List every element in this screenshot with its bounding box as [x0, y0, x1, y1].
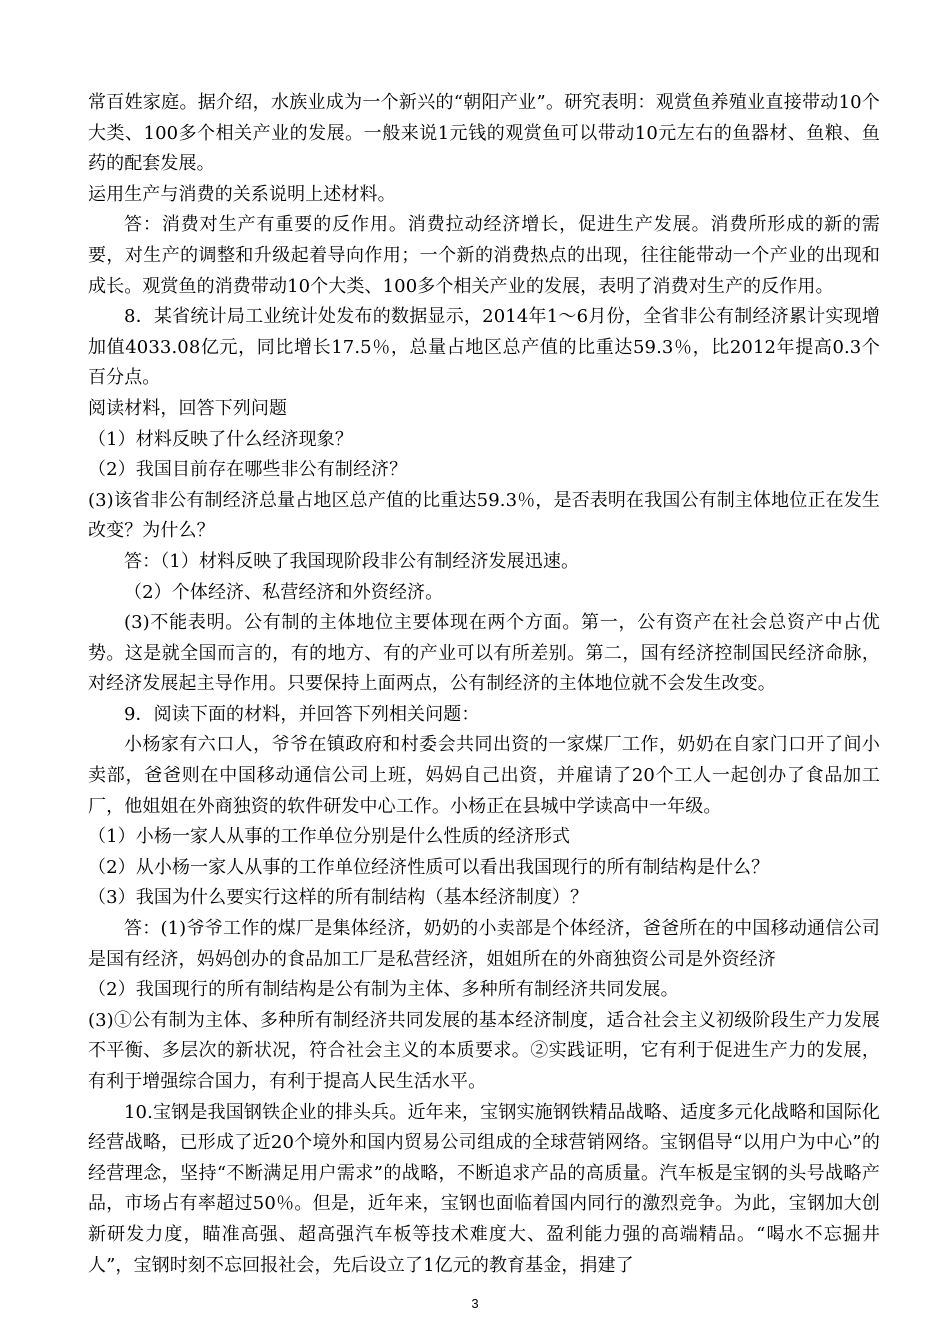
paragraph-16: 答：(1)爷爷工作的煤厂是集体经济，奶奶的小卖部是个体经济，爸爸所在的中国移动通信公司是国有经济，妈妈创办的食品加工厂是私营经济，姐姐所在的外商独资公司是外资经济 — [88, 918, 880, 970]
paragraph-3: 8．某省统计局工业统计处发布的数据显示，2014年1～6月份，全省非公有制经济累计实现增加值4033.08亿元，同比增长17.5％，总量占地区总产值的比重达59.3％，比2012年提高0.3个百分点。 — [88, 306, 880, 389]
paragraph-19: 10.宝钢是我国钢铁企业的排头兵。近年来，宝钢实施钢铁精品战略、适度多元化战略和国际化经营战略，已形成了近20个境外和国内贸易公司组成的全球营销网络。宝钢倡导“以用户为中心”的经营理念，坚持“不断满足用户需求”的战略，不断追求产品的高质量。汽车板是宝钢的头号战略产品，市场占有率超过50％。但是，近年来，宝钢也面临着国内同行的激烈竞争。为此，宝钢加大创新研发力度，瞄准高强、超高强汽车板等技术难度大、盈利能力强的高端精品。“喝水不忘掘井人”，宝钢时刻不忘回报社会，先后设立了1亿元的教育基金，捐建了 — [88, 1101, 880, 1276]
paragraph-7: (3)该省非公有制经济总量占地区总产值的比重达59.3％，是否表明在我国公有制主体地位正在发生改变？为什么？ — [88, 489, 880, 542]
page-number: 3 — [471, 1296, 479, 1311]
paragraph-18: (3)①公有制为主体、多种所有制经济共同发展的基本经济制度，适合社会主义初级阶段生产力发展不平衡、多层次的新状况，符合社会主义的本质要求。②实践证明，它有利于促进生产力的发展，有利于增强综合国力，有利于提高人民生活水平。 — [88, 1009, 880, 1092]
paragraph-5: （1）材料反映了什么经济现象？ — [88, 428, 353, 450]
paragraph-13: （1）小杨一家人从事的工作单位分别是什么性质的经济形式 — [88, 826, 571, 848]
paragraph-17: （2）我国现行的所有制结构是公有制为主体、多种所有制经济共同发展。 — [88, 979, 679, 1001]
paragraph-0: 常百姓家庭。据介绍，水族业成为一个新兴的“朝阳产业”。研究表明：观赏鱼养殖业直接带动10个大类、100多个相关产业的发展。一般来说1元钱的观赏鱼可以带动10元左右的鱼器材、鱼粮、鱼药的配套发展。 — [88, 92, 880, 175]
paragraph-11: 9．阅读下面的材料，并回答下列相关问题： — [124, 703, 480, 725]
paragraph-2: 答：消费对生产有重要的反作用。消费拉动经济增长，促进生产发展。消费所形成的新的需要，对生产的调整和升级起着导向作用；一个新的消费热点的出现，往往能带动一个产业的出现和成长。观赏鱼的消费带动10个大类、100多个相关产业的发展，表明了消费对生产的反作用。 — [88, 214, 880, 297]
paragraph-15: （3）我国为什么要实行这样的所有制结构（基本经济制度）？ — [88, 887, 589, 909]
paragraph-12: 小杨家有六口人，爷爷在镇政府和村委会共同出资的一家煤厂工作，奶奶在自家门口开了间小卖部，爸爸则在中国移动通信公司上班，妈妈自己出资，并雇请了20个工人一起创办了食品加工厂，他姐姐在外商独资的软件研发中心工作。小杨正在县城中学读高中一年级。 — [88, 734, 880, 817]
paragraph-14: （2）从小杨一家人从事的工作单位经济性质可以看出我国现行的所有制结构是什么？ — [88, 856, 770, 878]
paragraph-9: （2）个体经济、私营经济和外资经济。 — [124, 581, 444, 603]
document-body — [88, 88, 880, 1281]
paragraph-6: （2）我国目前存在哪些非公有制经济？ — [88, 459, 408, 481]
paragraph-4: 阅读材料，回答下列问题 — [88, 397, 288, 419]
paragraph-10: (3)不能表明。公有制的主体地位主要体现在两个方面。第一，公有资产在社会总资产中占优势。这是就全国而言的，有的地方、有的产业可以有所差别。第二，国有经济控制国民经济命脉，对经济发展起主导作用。只要保持上面两点，公有制经济的主体地位就不会发生改变。 — [88, 612, 880, 695]
paragraph-8: 答：（1）材料反映了我国现阶段非公有制经济发展迅速。 — [124, 550, 580, 572]
paragraph-1: 运用生产与消费的关系说明上述材料。 — [88, 183, 396, 205]
